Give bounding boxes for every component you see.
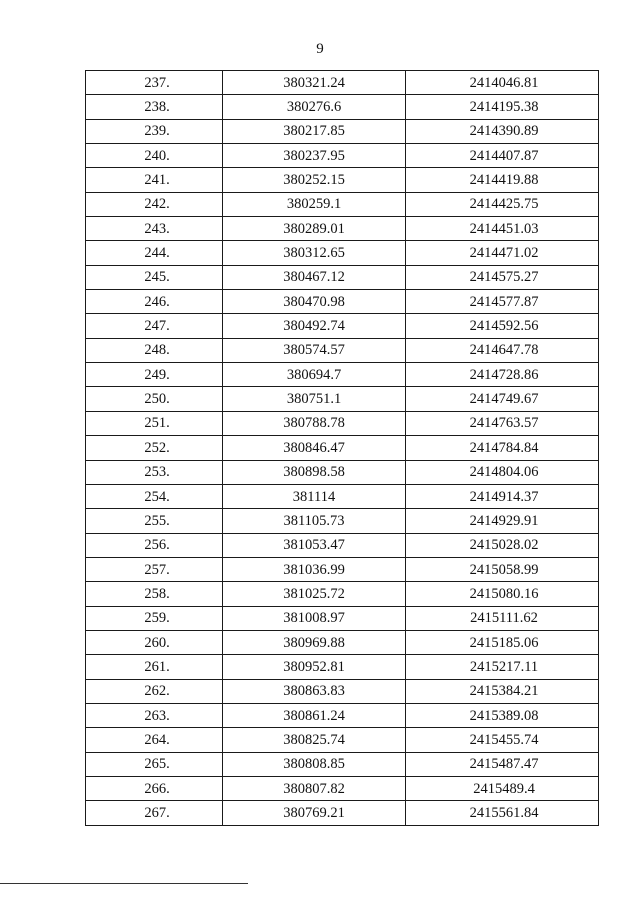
x-coordinate-cell: 380312.65 (223, 241, 406, 265)
point-number-cell: 250. (86, 387, 223, 411)
y-coordinate-cell: 2414471.02 (406, 241, 599, 265)
x-coordinate-cell: 380861.24 (223, 703, 406, 727)
table-row (86, 265, 599, 289)
x-coordinate-cell: 380259.1 (223, 192, 406, 216)
point-number-cell: 255. (86, 509, 223, 533)
point-number-cell: 253. (86, 460, 223, 484)
table-row (86, 192, 599, 216)
y-coordinate-cell: 2414749.67 (406, 387, 599, 411)
point-number-cell: 249. (86, 363, 223, 387)
table-row (86, 387, 599, 411)
coordinates-table-body (86, 71, 599, 826)
y-coordinate-cell: 2415080.16 (406, 582, 599, 606)
point-number-cell: 261. (86, 655, 223, 679)
x-coordinate-cell: 380769.21 (223, 801, 406, 825)
x-coordinate-cell: 380467.12 (223, 265, 406, 289)
page-number: 9 (316, 41, 324, 57)
y-coordinate-cell: 2414575.27 (406, 265, 599, 289)
point-number-cell: 265. (86, 752, 223, 776)
y-coordinate-cell: 2414728.86 (406, 363, 599, 387)
y-coordinate-cell: 2414195.38 (406, 95, 599, 119)
point-number-cell: 259. (86, 606, 223, 630)
x-coordinate-cell: 380825.74 (223, 728, 406, 752)
y-coordinate-cell: 2415058.99 (406, 557, 599, 581)
table-row (86, 557, 599, 581)
point-number-cell: 238. (86, 95, 223, 119)
y-coordinate-cell: 2414390.89 (406, 119, 599, 143)
x-coordinate-cell: 380694.7 (223, 363, 406, 387)
table-row (86, 144, 599, 168)
point-number-cell: 248. (86, 338, 223, 362)
y-coordinate-cell: 2414914.37 (406, 484, 599, 508)
x-coordinate-cell: 380470.98 (223, 290, 406, 314)
point-number-cell: 246. (86, 290, 223, 314)
table-row (86, 801, 599, 825)
table-row (86, 338, 599, 362)
y-coordinate-cell: 2415217.11 (406, 655, 599, 679)
point-number-cell: 258. (86, 582, 223, 606)
x-coordinate-cell: 380788.78 (223, 411, 406, 435)
point-number-cell: 263. (86, 703, 223, 727)
y-coordinate-cell: 2414804.06 (406, 460, 599, 484)
x-coordinate-cell: 380289.01 (223, 217, 406, 241)
point-number-cell: 247. (86, 314, 223, 338)
y-coordinate-cell: 2414592.56 (406, 314, 599, 338)
point-number-cell: 254. (86, 484, 223, 508)
point-number-cell: 264. (86, 728, 223, 752)
point-number-cell: 244. (86, 241, 223, 265)
x-coordinate-cell: 380863.83 (223, 679, 406, 703)
y-coordinate-cell: 2415455.74 (406, 728, 599, 752)
y-coordinate-cell: 2414929.91 (406, 509, 599, 533)
table-row (86, 217, 599, 241)
table-row (86, 728, 599, 752)
point-number-cell: 245. (86, 265, 223, 289)
y-coordinate-cell: 2414451.03 (406, 217, 599, 241)
x-coordinate-cell: 381114 (223, 484, 406, 508)
point-number-cell: 239. (86, 119, 223, 143)
table-row (86, 314, 599, 338)
table-row (86, 363, 599, 387)
x-coordinate-cell: 380276.6 (223, 95, 406, 119)
point-number-cell: 260. (86, 630, 223, 654)
table-row (86, 168, 599, 192)
point-number-cell: 262. (86, 679, 223, 703)
y-coordinate-cell: 2415389.08 (406, 703, 599, 727)
footer-rule (0, 883, 248, 884)
point-number-cell: 243. (86, 217, 223, 241)
table-row (86, 752, 599, 776)
x-coordinate-cell: 380751.1 (223, 387, 406, 411)
table-row (86, 436, 599, 460)
table-row (86, 776, 599, 800)
point-number-cell: 240. (86, 144, 223, 168)
table-row (86, 71, 599, 95)
table-row (86, 484, 599, 508)
y-coordinate-cell: 2415185.06 (406, 630, 599, 654)
x-coordinate-cell: 380898.58 (223, 460, 406, 484)
y-coordinate-cell: 2415111.62 (406, 606, 599, 630)
y-coordinate-cell: 2415561.84 (406, 801, 599, 825)
point-number-cell: 252. (86, 436, 223, 460)
point-number-cell: 267. (86, 801, 223, 825)
y-coordinate-cell: 2414647.78 (406, 338, 599, 362)
table-row (86, 411, 599, 435)
x-coordinate-cell: 380952.81 (223, 655, 406, 679)
x-coordinate-cell: 380237.95 (223, 144, 406, 168)
x-coordinate-cell: 380969.88 (223, 630, 406, 654)
point-number-cell: 256. (86, 533, 223, 557)
table-row (86, 630, 599, 654)
table-row (86, 606, 599, 630)
point-number-cell: 237. (86, 71, 223, 95)
y-coordinate-cell: 2414407.87 (406, 144, 599, 168)
point-number-cell: 251. (86, 411, 223, 435)
x-coordinate-cell: 381008.97 (223, 606, 406, 630)
point-number-cell: 241. (86, 168, 223, 192)
table-row (86, 241, 599, 265)
x-coordinate-cell: 381025.72 (223, 582, 406, 606)
x-coordinate-cell: 381105.73 (223, 509, 406, 533)
table-row (86, 533, 599, 557)
x-coordinate-cell: 380252.15 (223, 168, 406, 192)
y-coordinate-cell: 2415487.47 (406, 752, 599, 776)
coordinates-table (85, 70, 599, 826)
y-coordinate-cell: 2414577.87 (406, 290, 599, 314)
point-number-cell: 257. (86, 557, 223, 581)
point-number-cell: 242. (86, 192, 223, 216)
y-coordinate-cell: 2415384.21 (406, 679, 599, 703)
table-row (86, 703, 599, 727)
table-row (86, 679, 599, 703)
x-coordinate-cell: 380492.74 (223, 314, 406, 338)
y-coordinate-cell: 2414046.81 (406, 71, 599, 95)
x-coordinate-cell: 381053.47 (223, 533, 406, 557)
y-coordinate-cell: 2415489.4 (406, 776, 599, 800)
y-coordinate-cell: 2414763.57 (406, 411, 599, 435)
y-coordinate-cell: 2415028.02 (406, 533, 599, 557)
table-row (86, 119, 599, 143)
table-row (86, 460, 599, 484)
y-coordinate-cell: 2414425.75 (406, 192, 599, 216)
x-coordinate-cell: 380846.47 (223, 436, 406, 460)
table-row (86, 582, 599, 606)
x-coordinate-cell: 380807.82 (223, 776, 406, 800)
x-coordinate-cell: 381036.99 (223, 557, 406, 581)
x-coordinate-cell: 380217.85 (223, 119, 406, 143)
y-coordinate-cell: 2414419.88 (406, 168, 599, 192)
table-row (86, 290, 599, 314)
table-row (86, 509, 599, 533)
x-coordinate-cell: 380321.24 (223, 71, 406, 95)
x-coordinate-cell: 380574.57 (223, 338, 406, 362)
y-coordinate-cell: 2414784.84 (406, 436, 599, 460)
point-number-cell: 266. (86, 776, 223, 800)
table-row (86, 95, 599, 119)
table-row (86, 655, 599, 679)
x-coordinate-cell: 380808.85 (223, 752, 406, 776)
